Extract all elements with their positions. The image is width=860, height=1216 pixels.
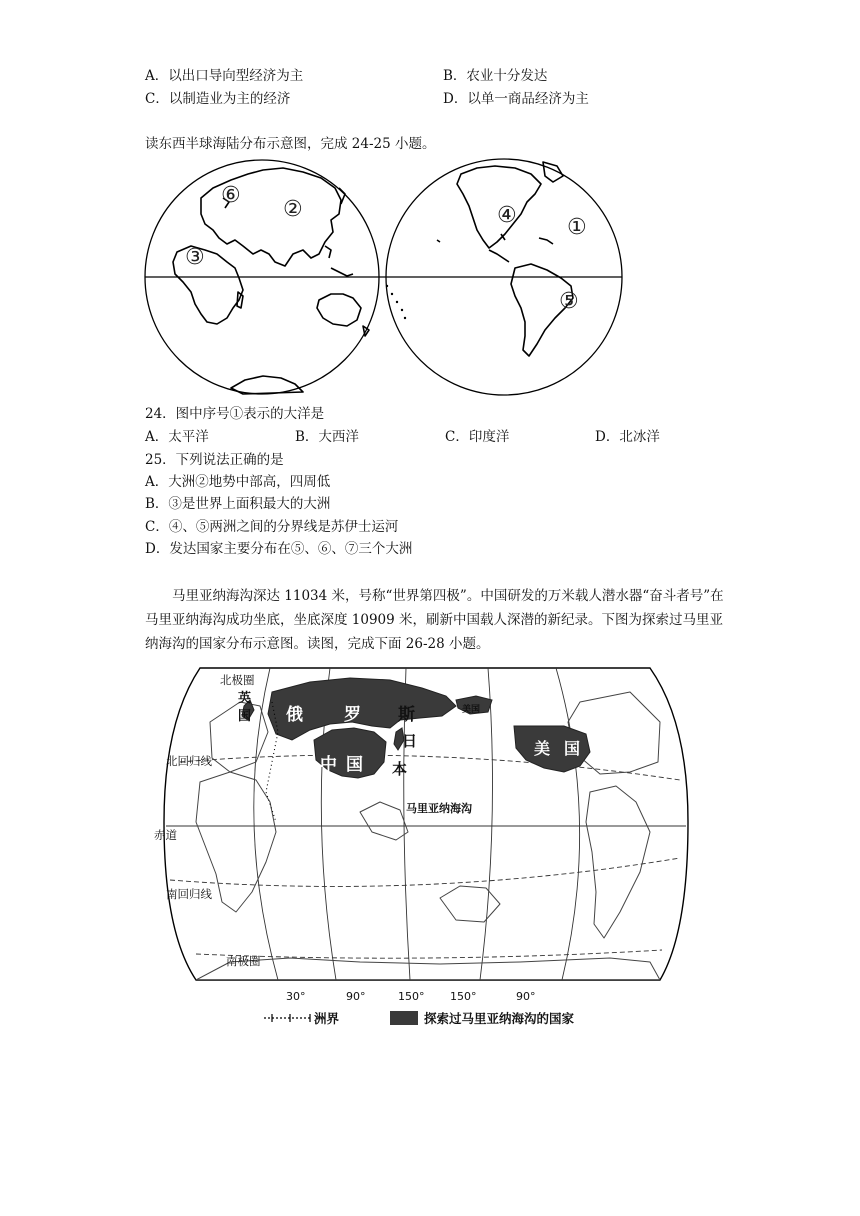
q25-option-c: C．④、⑤两洲之间的分界线是苏伊士运河 xyxy=(145,519,399,535)
map-legend xyxy=(264,1011,575,1026)
q24-stem: 24．图中序号①表示的大洋是 xyxy=(145,406,325,422)
label-antarctic-circle: 南极圈 xyxy=(226,954,261,968)
lon-label-5: 90° xyxy=(516,990,536,1003)
label-japan-1: 日 xyxy=(402,732,418,750)
label-usa-1: 美 xyxy=(534,739,551,758)
label-usa-2: 国 xyxy=(564,739,581,758)
hemisphere-map xyxy=(143,158,643,404)
label-russia-2: 罗 xyxy=(344,705,361,725)
label-mariana-trench: 马里亚纳海沟 xyxy=(406,802,472,815)
world-map xyxy=(154,662,690,1040)
legend-country-label: 探索过马里亚纳海沟的国家 xyxy=(424,1011,575,1026)
explored-countries xyxy=(242,678,590,778)
continent-outlines xyxy=(196,692,660,980)
label-uk-1: 英 xyxy=(238,691,252,706)
label-6: ⑥ xyxy=(221,183,241,208)
option-d: D．以单一商品经济为主 xyxy=(443,91,589,107)
intro-24-25: 读东西半球海陆分布示意图，完成 24-25 小题。 xyxy=(145,136,436,152)
label-4: ④ xyxy=(497,203,517,228)
label-3: ③ xyxy=(185,245,205,270)
label-equator: 赤道 xyxy=(154,828,177,842)
option-b: B．农业十分发达 xyxy=(443,68,548,84)
passage-26-28: 马里亚纳海沟深达 11034 米，号称“世界第四极”。中国研发的万米载人潜水器“奋斗者号”在马里亚纳海沟成功坐底，坐底深度 10909 米，刷新中国载人深潜的新纪录。下图为探索过马里亚纳海沟的国家分布示意图。读图，完成下面 26-28 小题。 xyxy=(145,588,724,652)
q24-option-a: A．太平洋 xyxy=(145,429,209,445)
label-russia-3: 斯 xyxy=(398,705,415,725)
boundary-legend-symbol xyxy=(264,1014,312,1022)
lon-label-1: 30° xyxy=(286,990,306,1003)
label-japan-2: 本 xyxy=(392,760,408,778)
lon-label-4: 150° xyxy=(450,990,477,1003)
parallels xyxy=(170,755,680,958)
label-tropic-of-capricorn: 南回归线 xyxy=(166,887,212,901)
label-usa-alaska: 美国 xyxy=(462,705,481,715)
label-5: ⑤ xyxy=(559,289,579,314)
label-russia-1: 俄 xyxy=(286,705,303,725)
label-china-2: 国 xyxy=(346,755,363,775)
option-c: C．以制造业为主的经济 xyxy=(145,91,291,107)
label-tropic-of-cancer: 北回归线 xyxy=(166,754,212,768)
label-china-1: 中 xyxy=(320,755,337,775)
label-2: ② xyxy=(283,197,303,222)
q24-option-b: B．大西洋 xyxy=(295,429,359,445)
q24-option-d: D．北冰洋 xyxy=(595,429,660,445)
country-legend-swatch xyxy=(390,1011,418,1025)
label-arctic-circle: 北极圈 xyxy=(220,673,255,687)
q24-option-c: C．印度洋 xyxy=(445,429,510,445)
label-uk-2: 国 xyxy=(238,709,252,724)
western-landmass-outlines xyxy=(437,162,573,356)
label-1: ① xyxy=(567,215,587,240)
lon-label-2: 90° xyxy=(346,990,366,1003)
q25-option-a: A．大洲②地势中部高，四周低 xyxy=(145,474,331,490)
q25-option-b: B．③是世界上面积最大的大洲 xyxy=(145,496,331,512)
lon-label-3: 150° xyxy=(398,990,425,1003)
legend-boundary-label: 洲界 xyxy=(314,1011,340,1026)
option-a: A．以出口导向型经济为主 xyxy=(145,68,304,84)
q25-option-d: D．发达国家主要分布在⑤、⑥、⑦三个大洲 xyxy=(145,541,413,557)
eastern-landmass-outlines xyxy=(173,168,369,394)
q25-stem: 25．下列说法正确的是 xyxy=(145,452,284,468)
